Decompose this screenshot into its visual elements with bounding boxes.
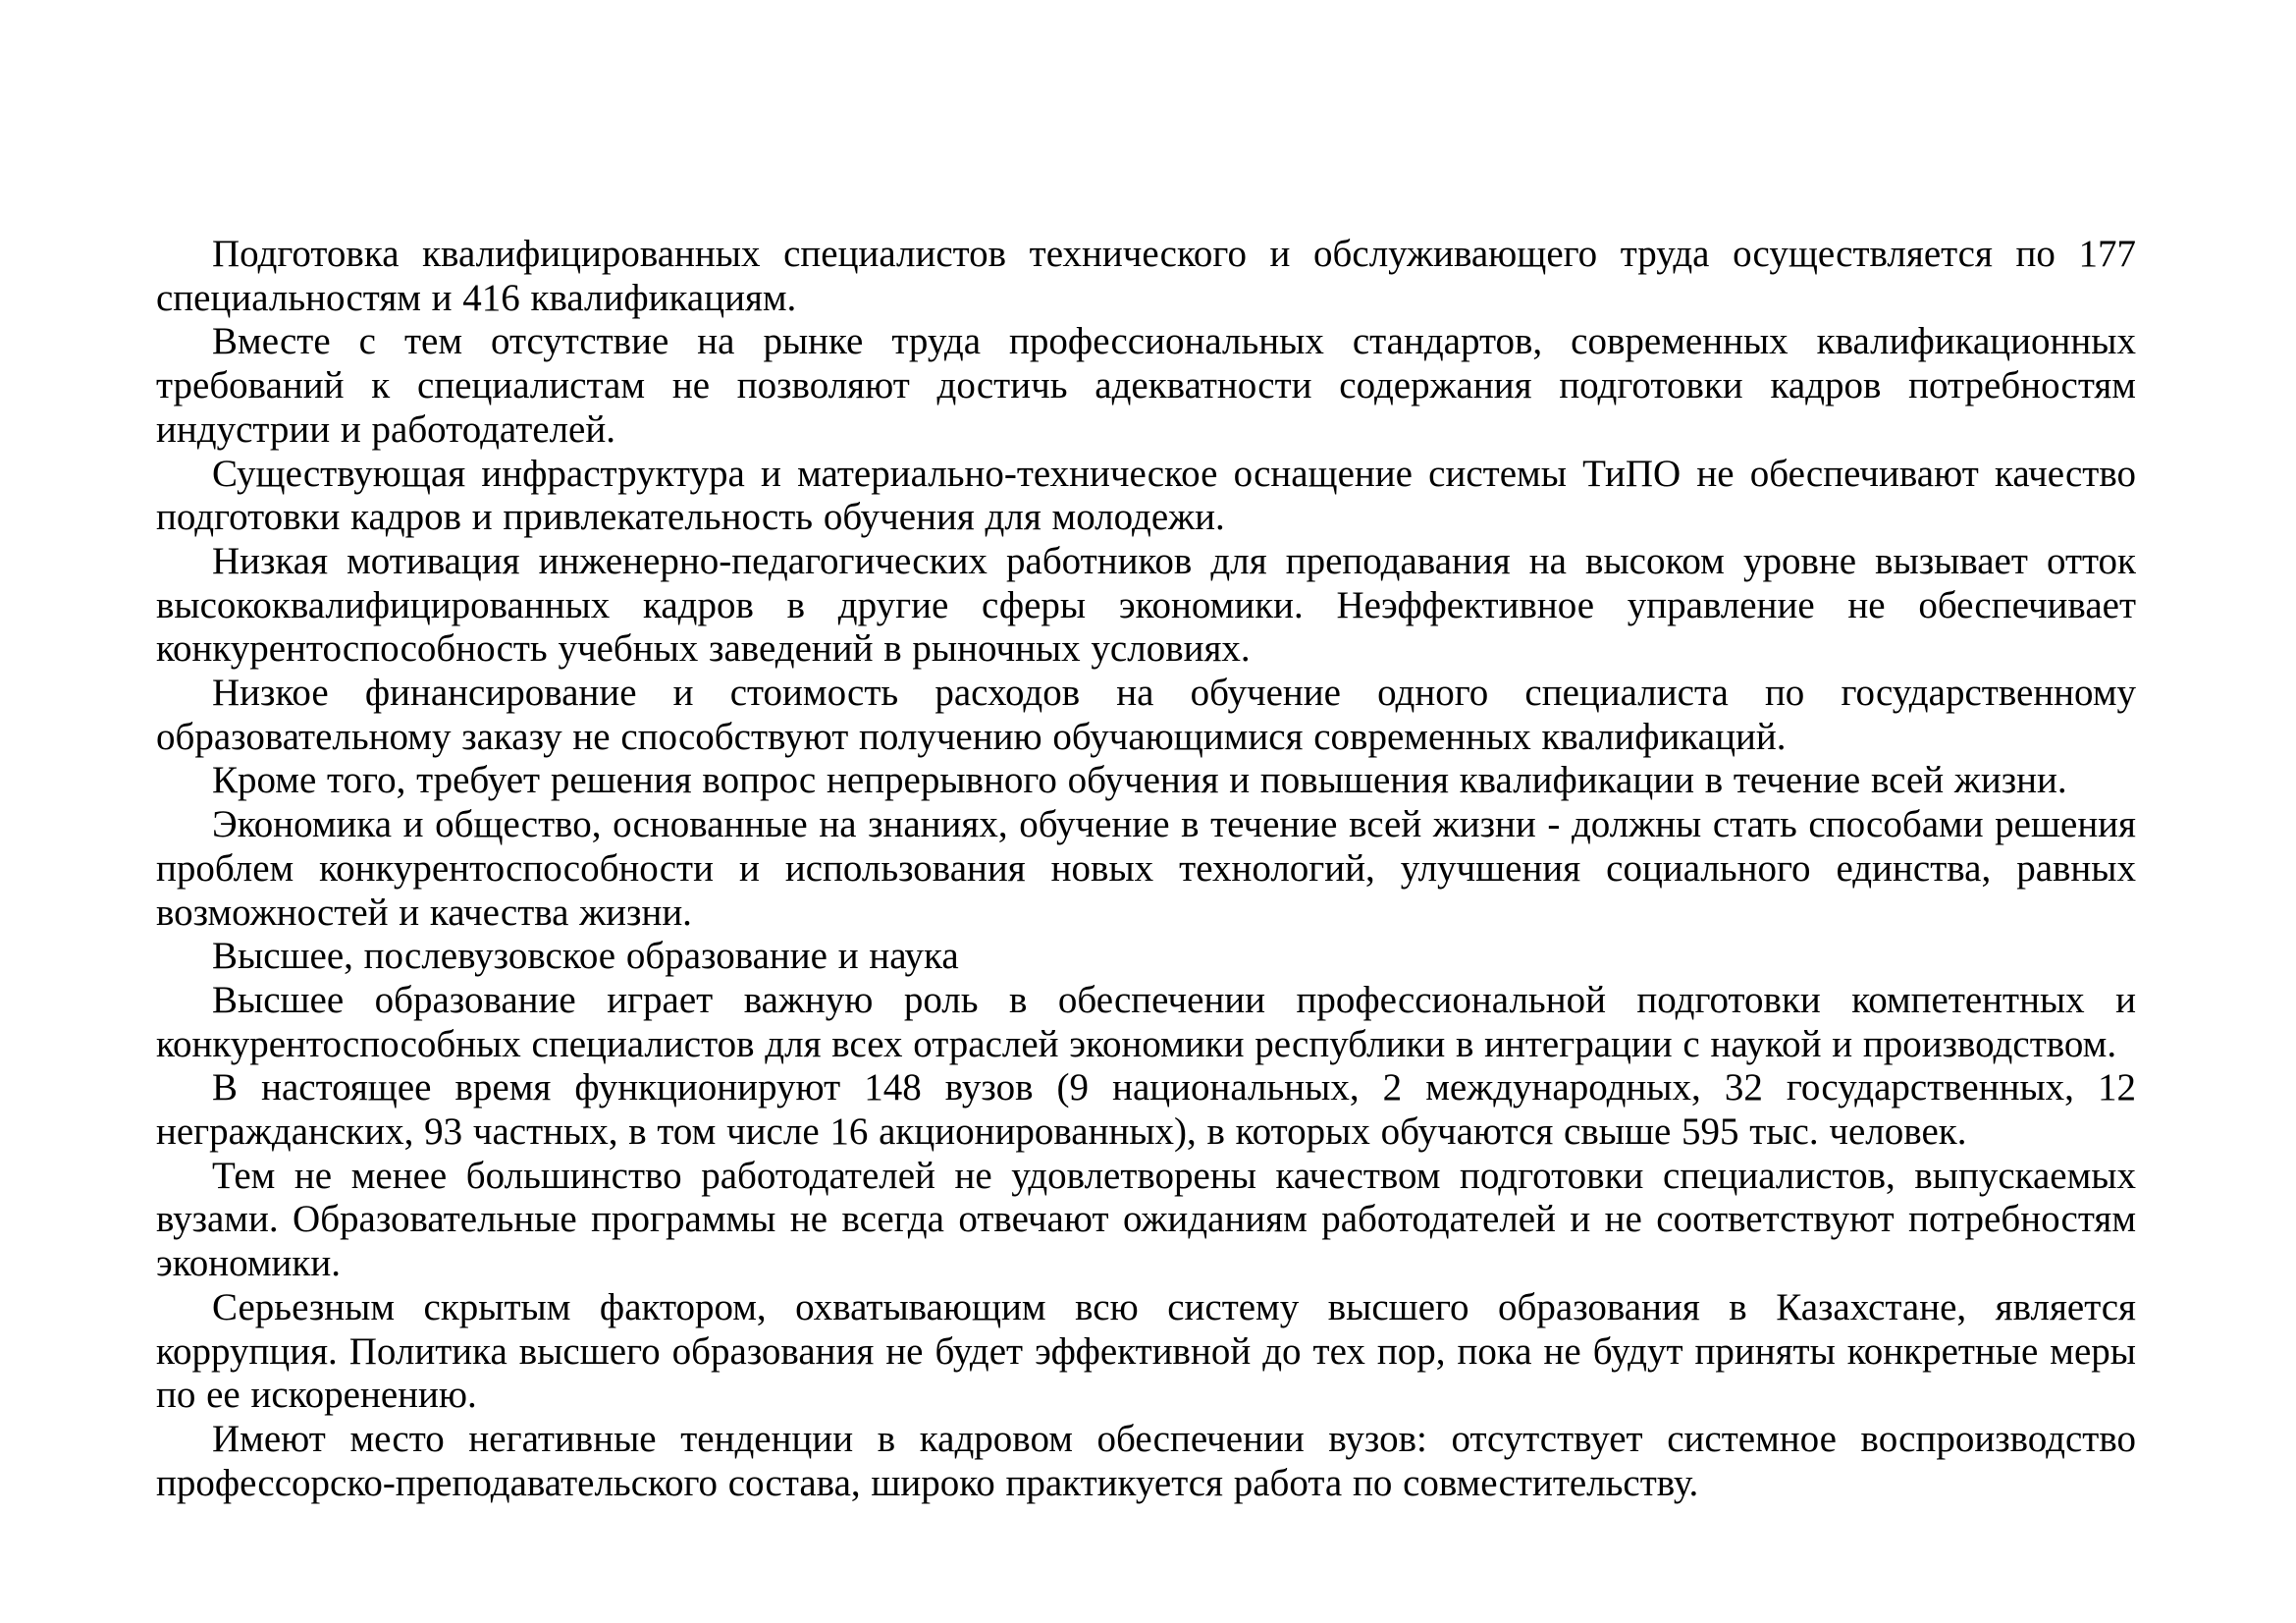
paragraph: Низкая мотивация инженерно-педагогических работников для преподавания на высоком уровне вызывает отток высококвалифицированных кадров в другие сферы экономики. Неэффективное управление не обеспечивает конкурентоспособность учебных заведений в рыночных условиях. (156, 539, 2136, 671)
section-title-line: Высшее, послевузовское образование и наука (212, 935, 959, 978)
text-block (156, 233, 2136, 1505)
paragraph: Низкое финансирование и стоимость расходов на обучение одного специалиста по государственному образовательному заказу не способствуют получению обучающимися современных квалификаций. (156, 672, 2136, 758)
paragraph: Вместе с тем отсутствие на рынке труда профессиональных стандартов, современных квалификационных требований к специалистам не позволяют достичь адекватности содержания подготовки кадров потребностям индустрии и работодателей. (156, 320, 2136, 451)
paragraph: В настоящее время функционируют 148 вузов (9 национальных, 2 международных, 32 государственных, 12 негражданских, 93 частных, в том числе 16 акционированных), в которых обучаются свыше 595 тыс. человек. (156, 1066, 2136, 1154)
paragraph: Подготовка квалифицированных специалистов технического и обслуживающего труда осуществляется по 177 специальностям и 416 квалификациям. (156, 233, 2136, 319)
paragraph: Серьезным скрытым фактором, охватывающим всю систему высшего образования в Казахстане, является коррупция. Политика высшего образования не будет эффективной до тех пор, пока не будут приняты конкретные меры по ее искоренению. (156, 1285, 2136, 1417)
paragraph: Существующая инфраструктура и материально-техническое оснащение системы ТиПО не обеспечивают качество подготовки кадров и привлекательность обучения для молодежи. (156, 452, 2136, 539)
paragraph: Имеют место негативные тенденции в кадровом обеспечении вузов: отсутствует системное воспроизводство профессорско-преподавательского состава, широко практикуется работа по совместительству. (156, 1417, 2136, 1504)
paragraph: Экономика и общество, основанные на знаниях, обучение в течение всей жизни - должны стать способами решения проблем конкурентоспособности и использования новых технологий, улучшения социального единства, равных возможностей и качества жизни. (156, 803, 2136, 934)
paragraph: Тем не менее большинство работодателей не удовлетворены качеством подготовки специалистов, выпускаемых вузами. Образовательные программы не всегда отвечают ожиданиям работодателей и не соответствуют потребностям экономики. (156, 1154, 2136, 1285)
paragraph: Высшее образование играет важную роль в обеспечении профессиональной подготовки компетентных и конкурентоспособных специалистов для всех отраслей экономики республики в интеграции с наукой и производством. (156, 978, 2136, 1065)
paragraph: Кроме того, требует решения вопрос непрерывного обучения и повышения квалификации в течение всей жизни. (212, 759, 2067, 802)
